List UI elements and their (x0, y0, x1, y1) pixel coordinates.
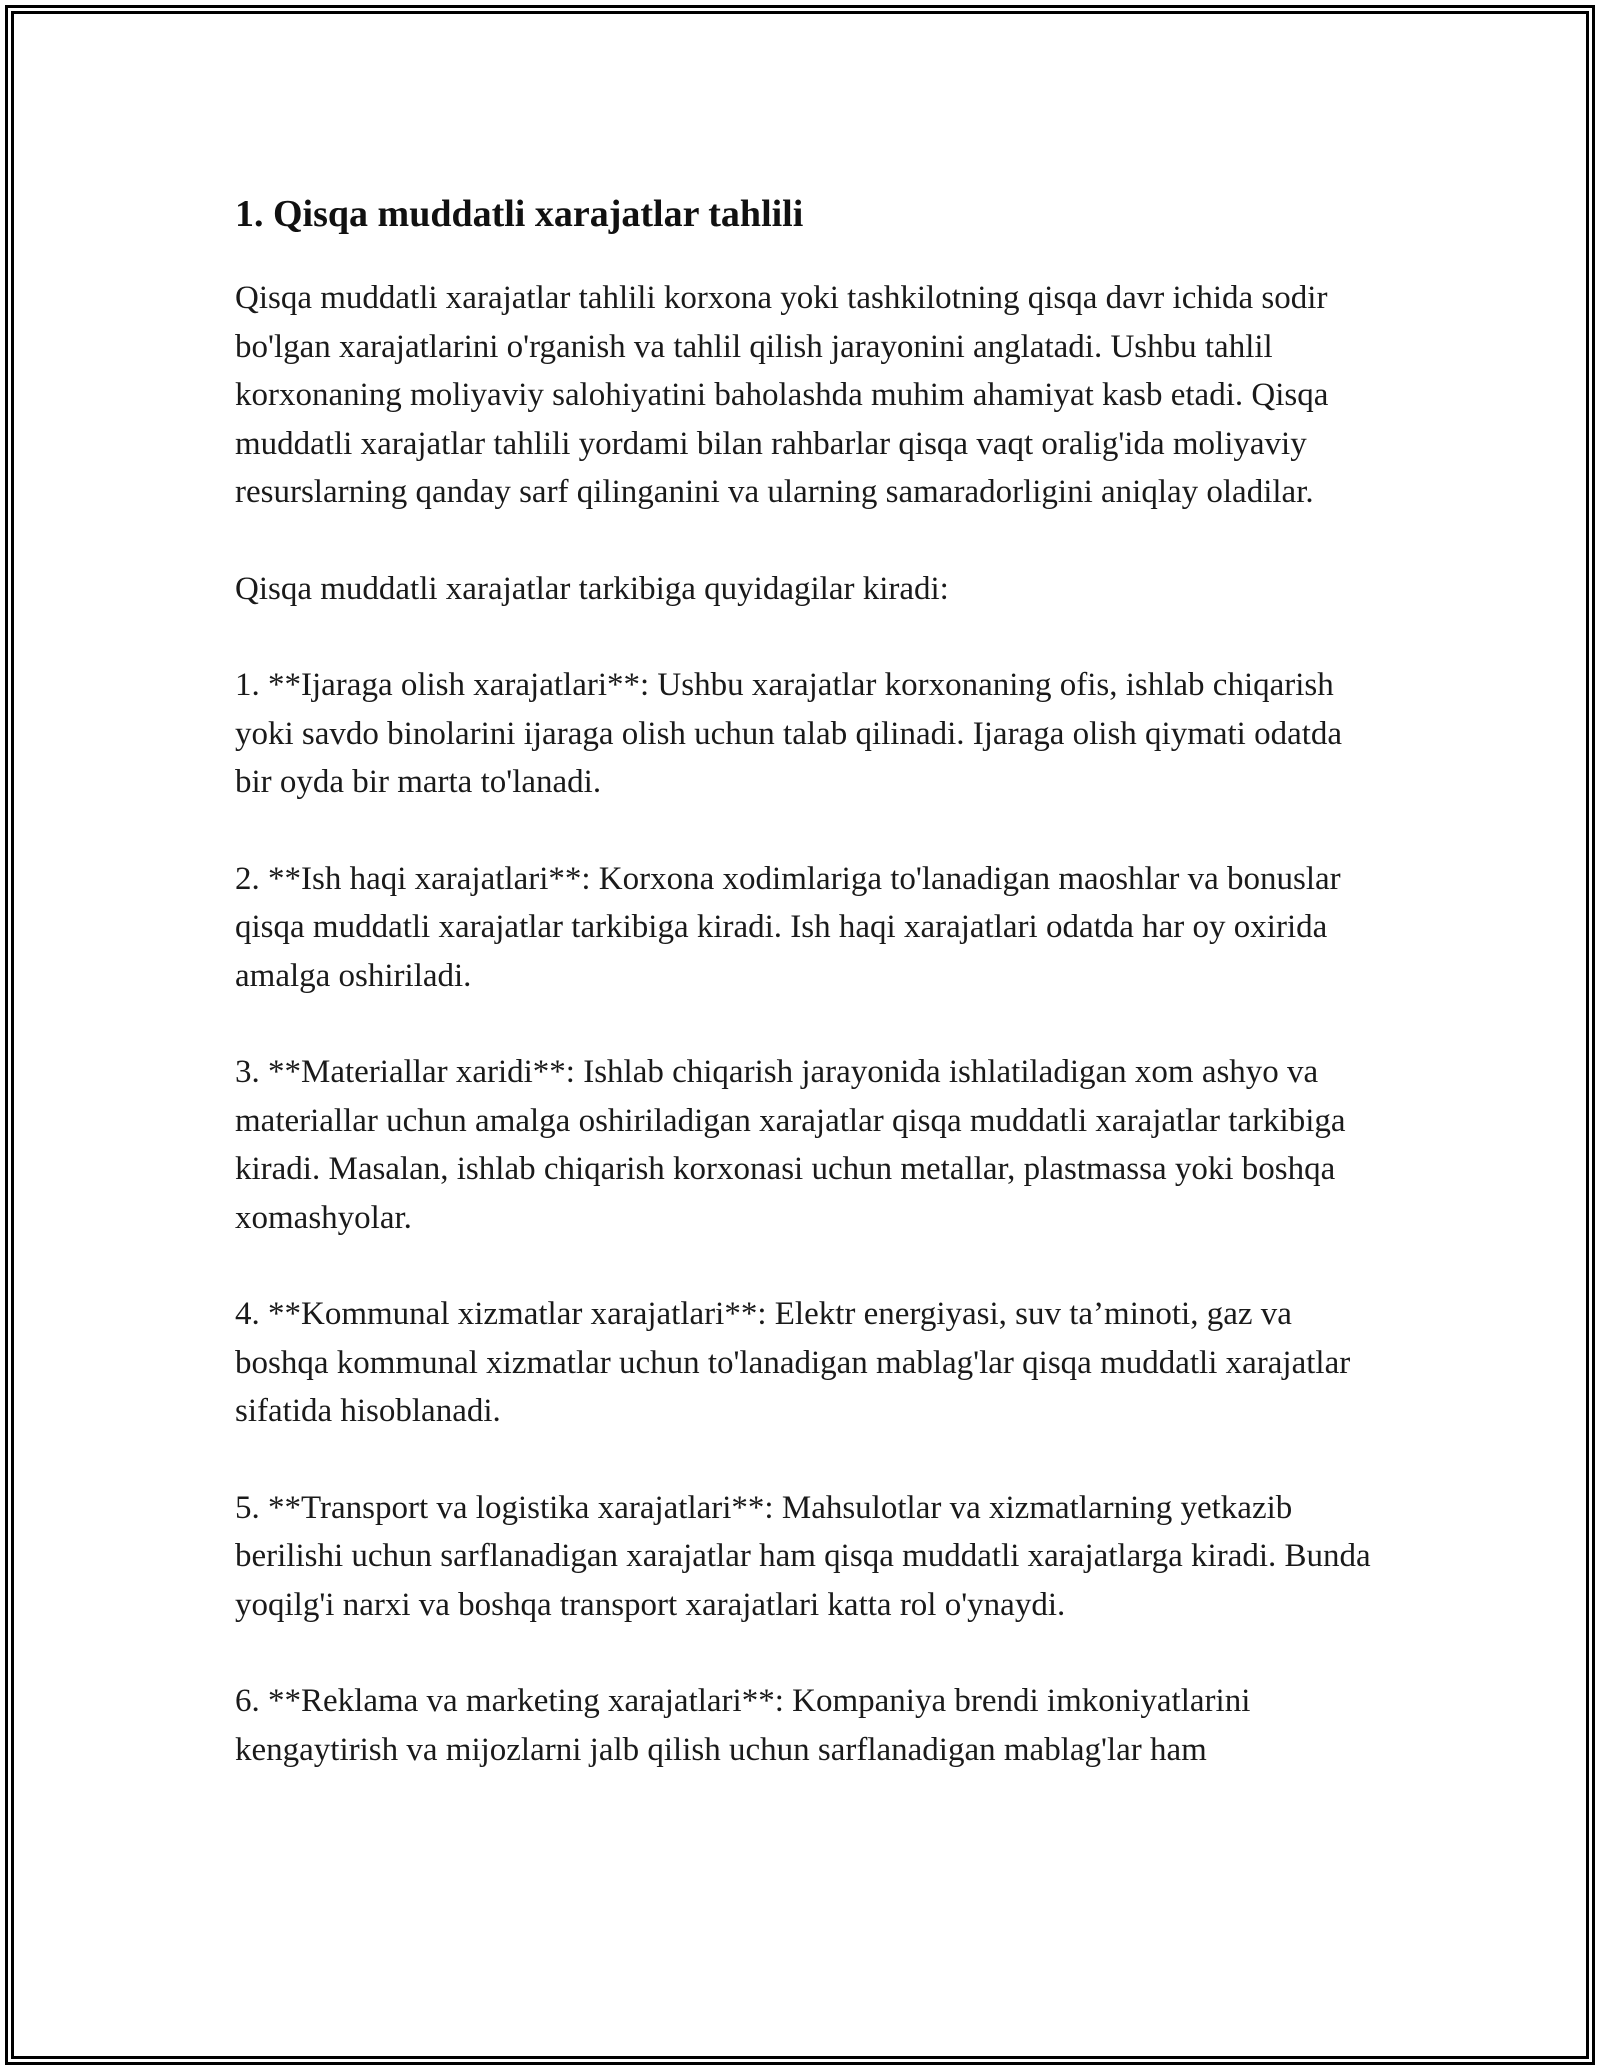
intro-paragraph: Qisqa muddatli xarajatlar tahlili korxona yoki tashkilotning qisqa davr ichida sodir bo'lgan xarajatlarini o'rganish va tahlil qilish jarayonini anglatadi. Ushbu tahlil korxonaning moliyaviy salohiyatini baholashda muhim ahamiyat kasb etadi. Qisqa muddatli xarajatlar tahlili yordami bilan rahbarlar qisqa vaqt oralig'ida moliyaviy resurslarning qanday sarf qilinganini va ularning samaradorligini aniqlay oladilar. (235, 280, 1329, 510)
list-item-utility-expenses: 4. **Kommunal xizmatlar xarajatlari**: Elektr energiyasi, suv ta’minoti, gaz va boshqa kommunal xizmatlar uchun to'lanadigan mablag'lar qisqa muddatli xarajatlar sifatida hisoblanadi. (235, 1296, 1351, 1429)
list-item-rent-expenses: 1. **Ijaraga olish xarajatlari**: Ushbu xarajatlar korxonaning ofis, ishlab chiqarish yoki savdo binolarini ijaraga olish uchun talab qilinadi. Ijaraga olish qiymati odatda bir oyda bir marta to'lanadi. (235, 667, 1343, 800)
list-intro-paragraph: Qisqa muddatli xarajatlar tarkibiga quyidagilar kiradi: (235, 570, 949, 607)
document-body (235, 183, 1375, 1822)
document-title: 1. Qisqa muddatli xarajatlar tahlili (235, 193, 804, 235)
list-item-marketing-expenses: 6. **Reklama va marketing xarajatlari**: Kompaniya brendi imkoniyatlarini kengaytirish va mijozlarni jalb qilish uchun sarflanadigan mablag'lar ham (235, 1683, 1251, 1768)
list-item-materials-purchase: 3. **Materiallar xaridi**: Ishlab chiqarish jarayonida ishlatiladigan xom ashyo va materiallar uchun amalga oshiriladigan xarajatlar qisqa muddatli xarajatlar tarkibiga kiradi. Masalan, ishlab chiqarish korxonasi uchun metallar, plastmassa yoki boshqa xomashyolar. (235, 1054, 1346, 1236)
list-item-salary-expenses: 2. **Ish haqi xarajatlari**: Korxona xodimlariga to'lanadigan maoshlar va bonuslar qisqa muddatli xarajatlar tarkibiga kiradi. Ish haqi xarajatlari odatda har oy oxirida amalga oshiriladi. (235, 860, 1341, 994)
list-item-transport-expenses: 5. **Transport va logistika xarajatlari**: Mahsulotlar va xizmatlarning yetkazib berilishi uchun sarflanadigan xarajatlar ham qisqa muddatli xarajatlarga kiradi. Bunda yoqilg'i narxi va boshqa transport xarajatlari katta rol o'ynaydi. (235, 1489, 1371, 1623)
